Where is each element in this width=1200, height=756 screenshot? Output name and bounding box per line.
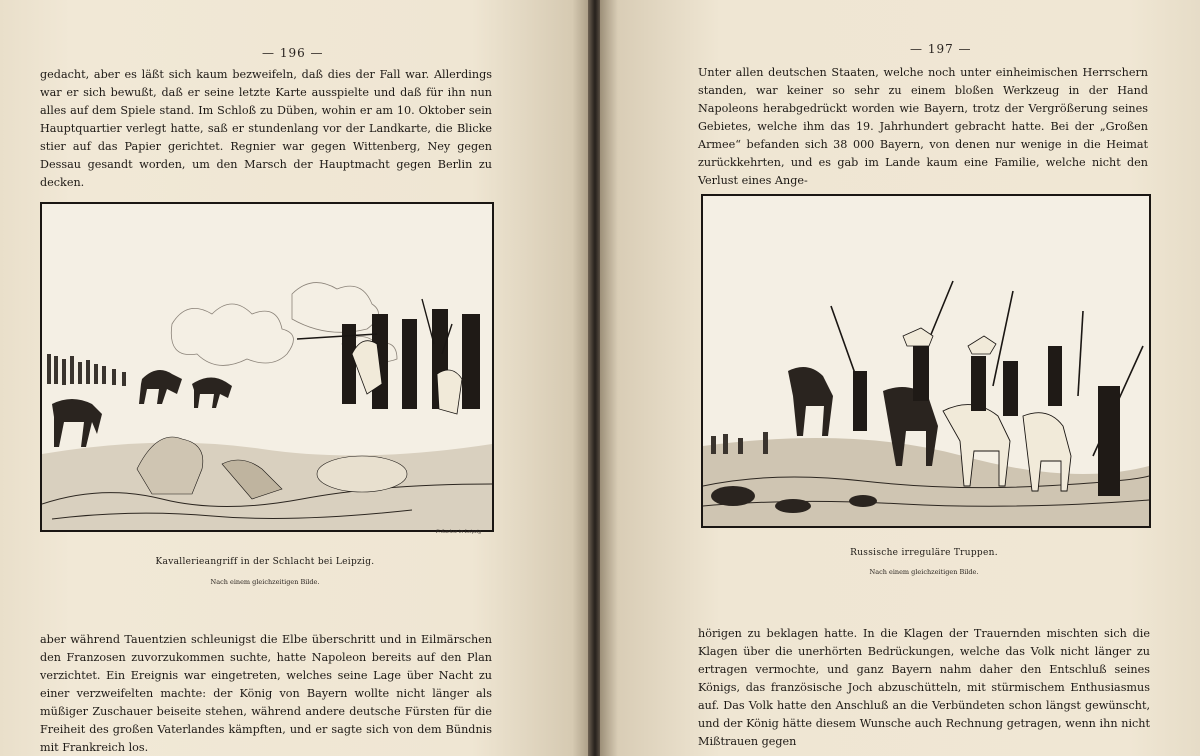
right-top-paragraph [698, 64, 1148, 190]
illustration-cavalry-charge [40, 202, 494, 532]
right-bottom-paragraph [698, 625, 1150, 751]
right-top-text: Unter allen deutschen Staaten, welche noch unter einheimischen Herrschern standen, war keiner so sehr zu einem bloßen Werkzeug in der Hand Napoleons herabgedrückt worden wie Bayern, trotz der Vergrößerung seines Gebietes, welche ihm das 19. Jahrhundert gebracht hatte. Bei der „Großen Armee“ befanden sich 38 000 Bayern, von denen nur wenige in die Heimat zurückkehrten, und es gab im Lande kaum eine Familie, welche nicht den Verlust eines Ange- [698, 66, 1148, 187]
page-number-right: — 197 — [910, 42, 972, 56]
caption-left: Kavallerieangriff in der Schlacht bei Leipzig. [155, 557, 375, 567]
source-right: Nach einem gleichzeitigen Bilde. [869, 568, 979, 576]
left-page [0, 0, 590, 756]
left-bottom-text: aber während Tauentzien schleunigst die Elbe überschritt und in Eilmärschen den Franzosen zuvorzukommen suchte, hatte Napoleon bereits auf den Plan verzichtet. Ein Ereignis war eingetreten, welches seine Lage über Nacht zu einer verzweifelten machte: der König von Bayern wollte nicht länger als müßiger Zuschauer beiseite stehen, während andere deutsche Fürsten für die Freiheit des großen Vaterlandes kämpften, und er sagte sich von dem Bündnis mit Frankreich los. [40, 633, 492, 754]
left-bottom-paragraph [40, 631, 492, 756]
cavalry-engraving [42, 204, 492, 530]
page-number-left: — 196 — [262, 46, 324, 60]
left-top-paragraph [40, 66, 492, 192]
cossacks-engraving [703, 196, 1149, 526]
left-top-text: gedacht, aber es läßt sich kaum bezweifeln, daß dies der Fall war. Allerdings war er sich bewußt, daß er seine letzte Karte ausspielte und daß für ihn nun alles auf dem Spiele stand. Im Schloß zu Düben, wohin er am 10. Oktober sein Hauptquartier verlegt hatte, saß er stundenlang vor der Landkarte, die Blicke stier auf das Papier gerichtet. Regnier war gegen Wittenberg, Ney gegen Dessau gesandt worden, um den Marsch der Hauptmacht gegen Berlin zu decken. [40, 68, 492, 189]
caption-right: Russische irreguläre Truppen. [850, 548, 998, 558]
right-page [600, 0, 1200, 756]
engraver-signature: F. Sachse in Leipzig [436, 530, 482, 535]
right-bottom-text: hörigen zu beklagen hatte. In die Klagen der Trauernden mischten sich die Klagen über die unerhörten Bedrückungen, welche das Volk nicht länger zu ertragen vermochte, und ganz Bayern nahm daher den Entschluß seines Königs, das französische Joch abzuschütteln, mit stürmischem Enthusiasmus auf. Das Volk hatte den Anschluß an die Verbündeten schon längst gewünscht, und der König hätte diesem Wunsche auch Rechnung getragen, wenn ihn nicht Mißtrauen gegen [698, 627, 1150, 748]
source-left: Nach einem gleichzeitigen Bilde. [210, 578, 320, 586]
illustration-russian-troops [701, 194, 1151, 528]
